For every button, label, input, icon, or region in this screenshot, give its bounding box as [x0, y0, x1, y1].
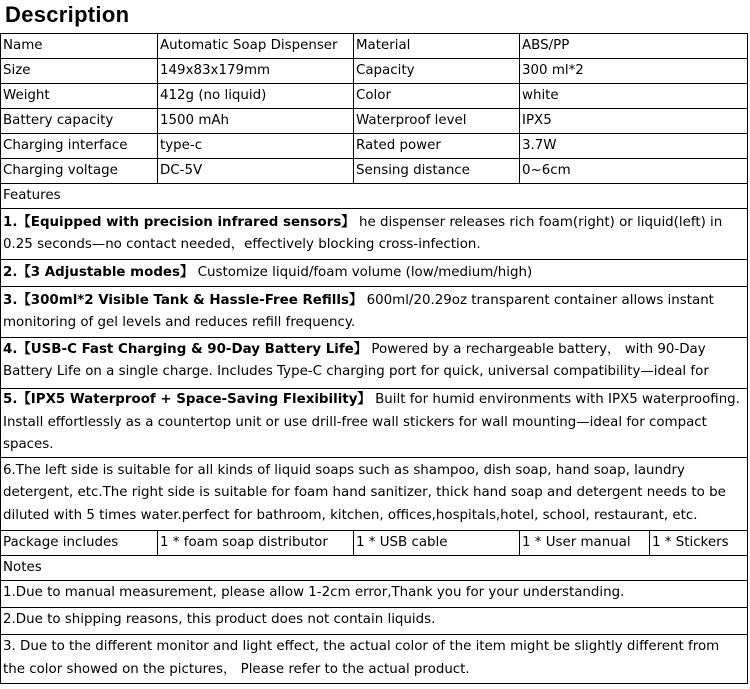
spec-value: Automatic Soap Dispenser	[158, 34, 354, 59]
feature-text: Powered by a rechargeable battery， with 90-Day Battery Life on a single charge. Includes Type-C charging port for quick, universal compatibility—ideal for	[3, 341, 709, 379]
note-row	[1, 634, 748, 683]
feature-title: 1.【Equipped with precision infrared sensors】	[3, 214, 355, 230]
package-row	[1, 530, 748, 555]
spec-value: 1500 mAh	[158, 109, 354, 134]
spec-value: DC-5V	[158, 159, 354, 184]
page-title: Description	[5, 2, 130, 27]
package-item: 1 * Stickers	[650, 530, 748, 555]
spec-row	[1, 84, 748, 109]
spec-label: Material	[354, 34, 520, 59]
feature-text: Customize liquid/foam volume (low/medium/high)	[197, 264, 533, 280]
spec-label: Size	[1, 59, 158, 84]
spec-row	[1, 34, 748, 59]
package-label: Package includes	[1, 530, 158, 555]
spec-label: Weight	[1, 84, 158, 109]
package-item: 1 * USB cable	[354, 530, 520, 555]
spec-row	[1, 109, 748, 134]
feature-title: 4.【USB-C Fast Charging & 90-Day Battery Life】	[3, 341, 368, 357]
spec-label: Rated power	[354, 134, 520, 159]
note-item: 1.Due to manual measurement, please allow 1-2cm error,Thank you for your understanding.	[1, 580, 748, 607]
spec-value: IPX5	[520, 109, 748, 134]
spec-label: Charging interface	[1, 134, 158, 159]
spec-table	[0, 33, 748, 684]
feature-item	[1, 457, 748, 530]
spec-value: 300 ml*2	[520, 59, 748, 84]
spec-value: 3.7W	[520, 134, 748, 159]
spec-label: Waterproof level	[354, 109, 520, 134]
notes-label: Notes	[1, 555, 748, 580]
spec-row	[1, 159, 748, 184]
feature-text: 600ml/20.29oz transparent container allows instant monitoring of gel levels and reduces refill frequency.	[3, 292, 714, 330]
feature-item	[1, 338, 748, 389]
feature-item	[1, 260, 748, 287]
feature-row	[1, 457, 748, 530]
feature-title: 2.【3 Adjustable modes】	[3, 264, 194, 280]
spec-label: Sensing distance	[354, 159, 520, 184]
spec-label: Charging voltage	[1, 159, 158, 184]
package-item: 1 * foam soap distributor	[158, 530, 354, 555]
note-row	[1, 607, 748, 634]
feature-row	[1, 209, 748, 260]
spec-label: Battery capacity	[1, 109, 158, 134]
features-label: Features	[1, 184, 748, 209]
note-item: 2.Due to shipping reasons, this product does not contain liquids.	[1, 607, 748, 634]
notes-header-row	[1, 555, 748, 580]
feature-title: 5.【IPX5 Waterproof + Space-Saving Flexibility】	[3, 392, 371, 407]
spec-value: white	[520, 84, 748, 109]
feature-text: Built for humid environments with IPX5 waterproofing. Install effortlessly as a countertop unit or use drill-free wall stickers for wall mounting—ideal for compact spaces.	[3, 392, 740, 452]
spec-row	[1, 134, 748, 159]
spec-value: type-c	[158, 134, 354, 159]
feature-item	[1, 389, 748, 458]
spec-value: 412g (no liquid)	[158, 84, 354, 109]
feature-item	[1, 287, 748, 338]
feature-text: 6.The left side is suitable for all kinds of liquid soaps such as shampoo, dish soap, hand soap, laundry detergent, etc.The right side is suitable for foam hand sanitizer, thick hand soap and detergent needs to be diluted with 5 times water.perfect for bathroom, kitchen, offices,hospitals,hotel, school, restaurant, etc.	[3, 462, 726, 523]
feature-text: he dispenser releases rich foam(right) or liquid(left) in 0.25 seconds—no contact needed，effectively blocking cross-infection.	[3, 214, 723, 252]
spec-value: ABS/PP	[520, 34, 748, 59]
features-header-row	[1, 184, 748, 209]
spec-row	[1, 59, 748, 84]
spec-value: 149x83x179mm	[158, 59, 354, 84]
note-item: 3. Due to the different monitor and light effect, the actual color of the item might be slightly different from the color showed on the pictures， Please refer to the actual product.	[1, 634, 748, 683]
feature-item	[1, 209, 748, 260]
feature-row	[1, 338, 748, 389]
feature-title: 3.【300ml*2 Visible Tank & Hassle-Free Refills】	[3, 292, 363, 308]
feature-row	[1, 287, 748, 338]
feature-row	[1, 389, 748, 458]
note-row	[1, 580, 748, 607]
spec-label: Name	[1, 34, 158, 59]
spec-label: Capacity	[354, 59, 520, 84]
spec-value: 0~6cm	[520, 159, 748, 184]
package-item: 1 * User manual	[520, 530, 650, 555]
spec-label: Color	[354, 84, 520, 109]
feature-row	[1, 260, 748, 287]
